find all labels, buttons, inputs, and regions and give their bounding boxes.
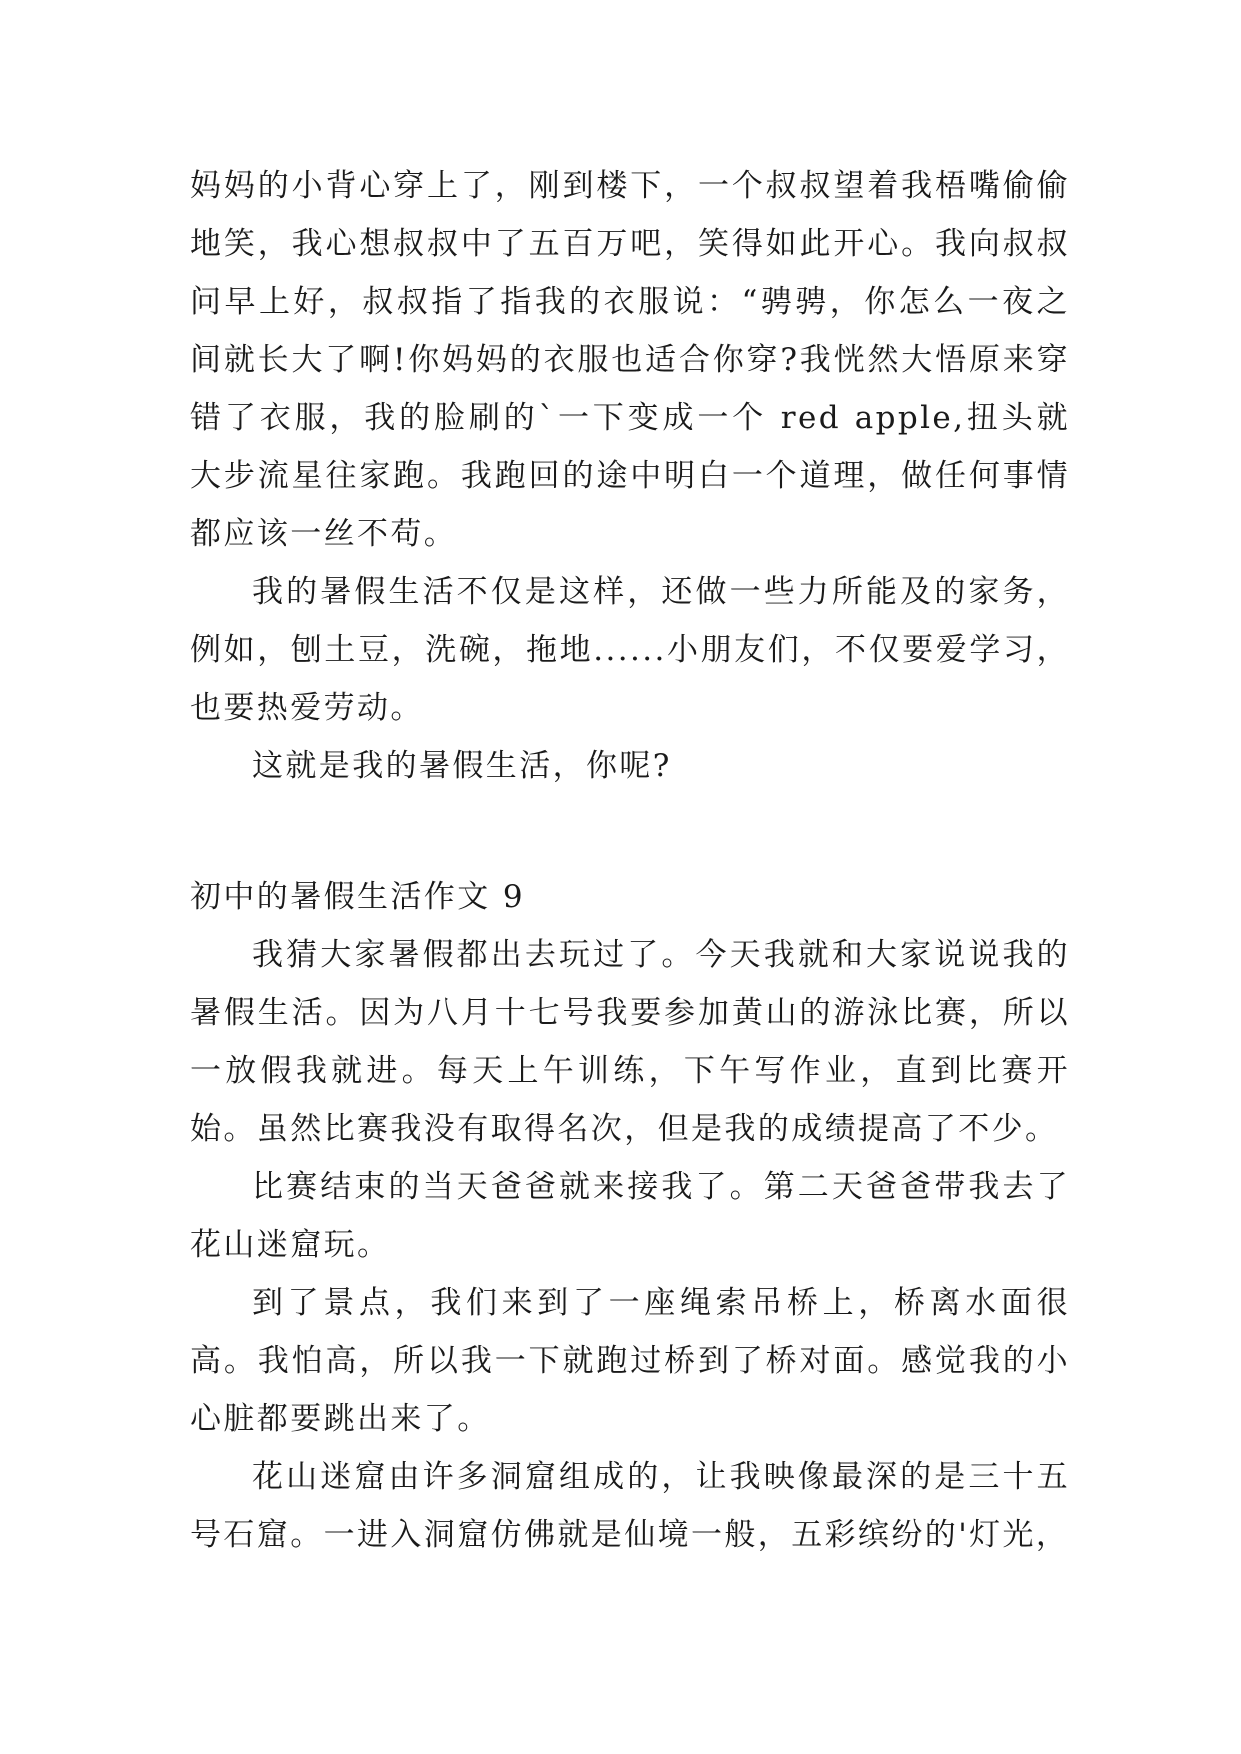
paragraph: 我猜大家暑假都出去玩过了。今天我就和大家说说我的暑假生活。因为八月十七号我要参加黄山的游泳比赛，所以一放假我就进。每天上午训练，下午写作业，直到比赛开始。虽然比赛我没有取得名次，但是我的成绩提高了不少。	[190, 937, 1070, 1147]
paragraph: 比赛结束的当天爸爸就来接我了。第二天爸爸带我去了花山迷窟玩。	[190, 1169, 1070, 1263]
essay-section-9	[190, 868, 1070, 1564]
paragraph: 我的暑假生活不仅是这样，还做一些力所能及的家务，例如，刨土豆，洗碗，拖地......小朋友们，不仅要爱学习，也要热爱劳动。	[190, 574, 1070, 726]
paragraph: 妈妈的小背心穿上了，刚到楼下，一个叔叔望着我梧嘴偷偷地笑，我心想叔叔中了五百万吧，笑得如此开心。我向叔叔问早上好，叔叔指了指我的衣服说：“骋骋，你怎么一夜之间就长大了啊!你妈妈的衣服也适合你穿?我恍然大悟原来穿错了衣服，我的脸刷的`一下变成一个 red apple,扭头就大步流星往家跑。我跑回的途中明白一个道理，做任何事情都应该一丝不苟。	[190, 168, 1070, 552]
paragraph: 这就是我的暑假生活，你呢?	[252, 748, 672, 784]
section-title: 初中的暑假生活作文 9	[190, 879, 525, 915]
paragraph: 到了景点，我们来到了一座绳索吊桥上，桥离水面很高。我怕高，所以我一下就跑过桥到了桥对面。感觉我的小心脏都要跳出来了。	[190, 1285, 1070, 1437]
paragraph: 花山迷窟由许多洞窟组成的，让我映像最深的是三十五号石窟。一进入洞窟仿佛就是仙境一般，五彩缤纷的'灯光，	[190, 1459, 1070, 1553]
essay-body-top	[190, 157, 1070, 795]
